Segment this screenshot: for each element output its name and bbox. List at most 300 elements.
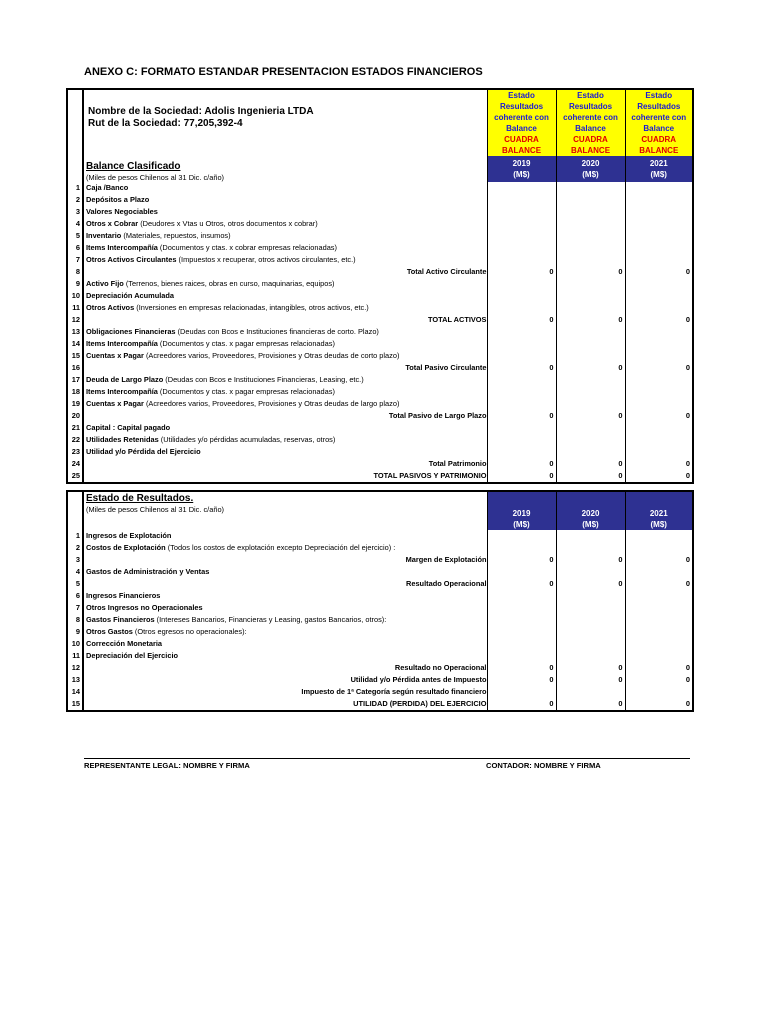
- line-item-note: (Materiales, repuestos, insumos): [121, 231, 231, 240]
- table-row: [67, 242, 693, 254]
- value-cell-2019[interactable]: 0: [487, 698, 556, 711]
- year-header: 2020 (M$): [556, 491, 625, 530]
- line-item: [83, 254, 487, 266]
- line-item-label: Total Pasivo Circulante: [405, 363, 487, 372]
- line-item-label: Costos de Explotación: [86, 543, 166, 552]
- check-label: Estado: [508, 91, 535, 100]
- table-row: [67, 410, 693, 422]
- value-cell-2019[interactable]: [487, 650, 556, 662]
- row-number: 11: [67, 302, 83, 314]
- value-cell-2021[interactable]: [625, 386, 693, 398]
- value-cell-2019[interactable]: 0: [487, 470, 556, 483]
- results-table: [66, 490, 694, 712]
- table-row: [67, 638, 693, 650]
- row-number: 12: [67, 662, 83, 674]
- value-cell-2019[interactable]: [487, 614, 556, 626]
- table-row: [67, 650, 693, 662]
- check-label: coherente con: [631, 113, 687, 122]
- value-cell-2019[interactable]: [487, 434, 556, 446]
- value-cell-2019[interactable]: [487, 530, 556, 542]
- value-cell-2021[interactable]: 0: [625, 674, 693, 686]
- value-cell-2020[interactable]: [556, 278, 625, 290]
- table-row: [67, 698, 693, 711]
- total-label: [83, 554, 487, 566]
- value-cell-2021[interactable]: [625, 254, 693, 266]
- table-row: [67, 194, 693, 206]
- value-cell-2020[interactable]: [556, 290, 625, 302]
- value-cell-2019[interactable]: [487, 242, 556, 254]
- line-item-label: Inventario: [86, 231, 122, 240]
- line-item: [83, 290, 487, 302]
- line-item: [83, 374, 487, 386]
- line-item: [83, 242, 487, 254]
- line-item-label: Cuentas x Pagar: [86, 399, 144, 408]
- table-row: [67, 362, 693, 374]
- table-row: [67, 614, 693, 626]
- row-number: 6: [67, 590, 83, 602]
- line-item-note: (Documentos y ctas. x pagar empresas relacionadas): [157, 339, 335, 348]
- value-cell-2019[interactable]: [487, 686, 556, 698]
- line-item: [83, 602, 487, 614]
- line-item: [83, 590, 487, 602]
- value-cell-2019[interactable]: 0: [487, 458, 556, 470]
- value-cell-2020[interactable]: 0: [556, 674, 625, 686]
- value-cell-2020[interactable]: [556, 230, 625, 242]
- line-item-note: (Documentos y ctas. x pagar empresas relacionadas): [157, 387, 335, 396]
- value-cell-2019[interactable]: [487, 566, 556, 578]
- value-cell-2019[interactable]: [487, 302, 556, 314]
- line-item-note: (Deudores x Vtas u Otros, otros documentos x cobrar): [138, 219, 318, 228]
- value-cell-2020[interactable]: [556, 614, 625, 626]
- table-row: [67, 266, 693, 278]
- check-label: Resultados: [568, 102, 613, 111]
- row-number: 1: [67, 182, 83, 194]
- check-status: CUADRA: [573, 135, 608, 144]
- value-cell-2019[interactable]: [487, 386, 556, 398]
- value-cell-2020[interactable]: [556, 686, 625, 698]
- check-status: BALANCE: [639, 146, 679, 155]
- row-number: 9: [67, 278, 83, 290]
- line-item: [83, 338, 487, 350]
- value-cell-2020[interactable]: [556, 326, 625, 338]
- line-item: [83, 434, 487, 446]
- line-item: [83, 350, 487, 362]
- line-item: [83, 650, 487, 662]
- line-item-label: Cuentas x Pagar: [86, 351, 144, 360]
- value-cell-2020[interactable]: 0: [556, 554, 625, 566]
- value-cell-2021[interactable]: [625, 290, 693, 302]
- line-item-label: Otros Activos Circulantes: [86, 255, 177, 264]
- value-cell-2020[interactable]: [556, 542, 625, 554]
- row-number: 9: [67, 626, 83, 638]
- value-cell-2019[interactable]: [487, 290, 556, 302]
- table-row: [67, 602, 693, 614]
- company-name: Nombre de la Sociedad: Adolis Ingenieria LTDA: [88, 106, 314, 117]
- row-number: 8: [67, 266, 83, 278]
- value-cell-2021[interactable]: 0: [625, 266, 693, 278]
- line-item-label: Depreciación Acumulada: [86, 291, 175, 300]
- line-item: [83, 386, 487, 398]
- value-cell-2020[interactable]: 0: [556, 458, 625, 470]
- year-header: 2021 (M$): [625, 156, 693, 182]
- line-item-label: Otros Gastos: [86, 627, 133, 636]
- value-cell-2020[interactable]: [556, 218, 625, 230]
- value-cell-2019[interactable]: [487, 254, 556, 266]
- value-cell-2019[interactable]: 0: [487, 578, 556, 590]
- row-number: 3: [67, 554, 83, 566]
- row-number: 3: [67, 206, 83, 218]
- value-cell-2020[interactable]: 0: [556, 362, 625, 374]
- value-cell-2021[interactable]: [625, 590, 693, 602]
- year-header: 2020 (M$): [556, 156, 625, 182]
- line-item: [83, 446, 487, 458]
- table-row: [67, 566, 693, 578]
- line-item: [83, 542, 487, 554]
- value-cell-2021[interactable]: 0: [625, 314, 693, 326]
- row-number: 21: [67, 422, 83, 434]
- table-row: [67, 578, 693, 590]
- value-cell-2021[interactable]: 0: [625, 470, 693, 483]
- row-number: 11: [67, 650, 83, 662]
- line-item: [83, 182, 487, 194]
- line-item: [83, 194, 487, 206]
- line-item-label: Otros x Cobrar: [86, 219, 139, 228]
- total-label: [83, 266, 487, 278]
- line-item: [83, 326, 487, 338]
- value-cell-2020[interactable]: [556, 398, 625, 410]
- line-item-label: Depósitos a Plazo: [86, 195, 150, 204]
- row-number: 8: [67, 614, 83, 626]
- line-item-label: Obligaciones Financieras: [86, 327, 176, 336]
- value-cell-2019[interactable]: [487, 194, 556, 206]
- value-cell-2021[interactable]: [625, 614, 693, 626]
- value-cell-2019[interactable]: [487, 350, 556, 362]
- table-row: [67, 662, 693, 674]
- row-number: 4: [67, 218, 83, 230]
- value-cell-2021[interactable]: [625, 446, 693, 458]
- legal-representative-signature: REPRESENTANTE LEGAL: NOMBRE Y FIRMA: [84, 761, 250, 770]
- line-item-note: (Intereses Bancarios, Financieras y Leasing, gastos Bancarios, otros):: [154, 615, 387, 624]
- value-cell-2019[interactable]: 0: [487, 410, 556, 422]
- row-number: 7: [67, 254, 83, 266]
- line-item: [83, 206, 487, 218]
- value-cell-2020[interactable]: [556, 374, 625, 386]
- value-cell-2021[interactable]: [625, 218, 693, 230]
- value-cell-2020[interactable]: [556, 602, 625, 614]
- table-row: [67, 554, 693, 566]
- value-cell-2021[interactable]: [625, 278, 693, 290]
- check-status: CUADRA: [504, 135, 539, 144]
- value-cell-2021[interactable]: [625, 194, 693, 206]
- value-cell-2021[interactable]: [625, 650, 693, 662]
- line-item: [83, 638, 487, 650]
- year-header: 2019 (M$): [487, 491, 556, 530]
- row-number: 20: [67, 410, 83, 422]
- value-cell-2021[interactable]: [625, 182, 693, 194]
- total-label: [83, 686, 487, 698]
- row-number: 24: [67, 458, 83, 470]
- value-cell-2020[interactable]: [556, 530, 625, 542]
- total-label: [83, 410, 487, 422]
- row-number: 13: [67, 326, 83, 338]
- value-cell-2019[interactable]: [487, 278, 556, 290]
- line-item-label: Ingresos Financieros: [86, 591, 161, 600]
- line-item-label: Corrección Monetaria: [86, 639, 162, 648]
- line-item-label: Resultado Operacional: [406, 579, 487, 588]
- line-item-label: Margen de Explotación: [405, 555, 487, 564]
- check-label: Balance: [506, 124, 537, 133]
- line-item-note: (Otros egresos no operacionales):: [132, 627, 247, 636]
- line-item-label: Ingresos de Explotación: [86, 531, 172, 540]
- value-cell-2021[interactable]: [625, 530, 693, 542]
- signature-line: [84, 758, 690, 770]
- total-label: [83, 698, 487, 711]
- year-header: 2019 (M$): [487, 156, 556, 182]
- value-cell-2021[interactable]: [625, 422, 693, 434]
- row-number: 16: [67, 362, 83, 374]
- value-cell-2020[interactable]: [556, 194, 625, 206]
- value-cell-2019[interactable]: [487, 602, 556, 614]
- row-number: 18: [67, 386, 83, 398]
- value-cell-2021[interactable]: [625, 626, 693, 638]
- value-cell-2019[interactable]: [487, 446, 556, 458]
- value-cell-2019[interactable]: 0: [487, 674, 556, 686]
- line-item-label: Activo Fijo: [86, 279, 124, 288]
- line-item-label: Utilidades Retenidas: [86, 435, 159, 444]
- value-cell-2020[interactable]: 0: [556, 698, 625, 711]
- table-row: [67, 326, 693, 338]
- value-cell-2019[interactable]: 0: [487, 662, 556, 674]
- line-item-label: Valores Negociables: [86, 207, 158, 216]
- row-number: 2: [67, 194, 83, 206]
- value-cell-2019[interactable]: [487, 626, 556, 638]
- row-number: 5: [67, 230, 83, 242]
- check-label: Resultados: [637, 102, 681, 111]
- results-subtitle: (Miles de pesos Chilenos al 31 Dic. c/año): [86, 505, 225, 514]
- value-cell-2020[interactable]: [556, 590, 625, 602]
- line-item-label: Total Activo Circulante: [406, 267, 487, 276]
- value-cell-2021[interactable]: 0: [625, 410, 693, 422]
- value-cell-2021[interactable]: [625, 242, 693, 254]
- line-item: [83, 230, 487, 242]
- value-cell-2020[interactable]: [556, 302, 625, 314]
- line-item: [83, 422, 487, 434]
- value-cell-2020[interactable]: [556, 434, 625, 446]
- value-cell-2020[interactable]: [556, 242, 625, 254]
- row-number: 10: [67, 638, 83, 650]
- value-cell-2020[interactable]: [556, 254, 625, 266]
- value-cell-2019[interactable]: [487, 230, 556, 242]
- value-cell-2021[interactable]: 0: [625, 662, 693, 674]
- table-row: [67, 542, 693, 554]
- line-item-label: Items Intercompañía: [86, 387, 158, 396]
- row-number: 7: [67, 602, 83, 614]
- line-item-label: TOTAL ACTIVOS: [428, 315, 487, 324]
- check-cell: [625, 89, 693, 156]
- check-label: coherente con: [563, 113, 618, 122]
- value-cell-2020[interactable]: 0: [556, 470, 625, 483]
- value-cell-2020[interactable]: [556, 338, 625, 350]
- check-label: Estado: [645, 91, 673, 100]
- line-item-note: (Acreedores varios, Proveedores, Provisiones y Otras deudas de largo plazo): [143, 399, 400, 408]
- check-status: CUADRA: [641, 135, 677, 144]
- row-number: 14: [67, 686, 83, 698]
- line-item-label: UTILIDAD (PERDIDA) DEL EJERCICIO: [353, 699, 487, 708]
- line-item-label: Items Intercompañía: [86, 243, 158, 252]
- line-item: [83, 278, 487, 290]
- row-number: 13: [67, 674, 83, 686]
- value-cell-2021[interactable]: [625, 602, 693, 614]
- value-cell-2021[interactable]: [625, 206, 693, 218]
- accountant-signature: CONTADOR: NOMBRE Y FIRMA: [486, 761, 601, 770]
- line-item: [83, 302, 487, 314]
- value-cell-2021[interactable]: [625, 398, 693, 410]
- value-cell-2020[interactable]: [556, 446, 625, 458]
- value-cell-2020[interactable]: 0: [556, 662, 625, 674]
- value-cell-2021[interactable]: [625, 350, 693, 362]
- table-row: [67, 254, 693, 266]
- value-cell-2020[interactable]: [556, 350, 625, 362]
- value-cell-2019[interactable]: 0: [487, 314, 556, 326]
- value-cell-2020[interactable]: [556, 386, 625, 398]
- value-cell-2020[interactable]: [556, 638, 625, 650]
- value-cell-2021[interactable]: 0: [625, 458, 693, 470]
- line-item-label: Total Patrimonio: [428, 459, 487, 468]
- line-item-label: Deuda de Largo Plazo: [86, 375, 164, 384]
- line-item-label: TOTAL PASIVOS Y PATRIMONIO: [373, 471, 487, 480]
- line-item-note: (Terrenos, bienes raices, obras en curso, maquinarias, equipos): [123, 279, 335, 288]
- value-cell-2019[interactable]: [487, 542, 556, 554]
- total-label: [83, 458, 487, 470]
- check-label: Balance: [643, 124, 675, 133]
- total-label: [83, 662, 487, 674]
- value-cell-2021[interactable]: [625, 638, 693, 650]
- line-item-note: (Utilidades y/o pérdidas acumuladas, reservas, otros): [158, 435, 336, 444]
- row-number: 1: [67, 530, 83, 542]
- value-cell-2019[interactable]: [487, 590, 556, 602]
- table-row: [67, 530, 693, 542]
- value-cell-2020[interactable]: [556, 650, 625, 662]
- total-label: [83, 470, 487, 483]
- line-item: [83, 530, 487, 542]
- check-label: coherente con: [494, 113, 549, 122]
- table-row: [67, 446, 693, 458]
- table-row: [67, 302, 693, 314]
- table-row: [67, 338, 693, 350]
- table-row: [67, 686, 693, 698]
- row-number: 19: [67, 398, 83, 410]
- row-number: 14: [67, 338, 83, 350]
- line-item-note: (Impuestos x recuperar, otros activos circulantes, etc.): [176, 255, 356, 264]
- table-row: [67, 458, 693, 470]
- value-cell-2019[interactable]: [487, 638, 556, 650]
- line-item-label: Caja /Banco: [86, 183, 129, 192]
- table-row: [67, 470, 693, 483]
- total-label: [83, 362, 487, 374]
- row-number: 25: [67, 470, 83, 483]
- value-cell-2020[interactable]: 0: [556, 314, 625, 326]
- table-row: [67, 626, 693, 638]
- value-cell-2020[interactable]: [556, 206, 625, 218]
- row-number: 4: [67, 566, 83, 578]
- table-row: [67, 206, 693, 218]
- row-number: 23: [67, 446, 83, 458]
- value-cell-2020[interactable]: [556, 182, 625, 194]
- value-cell-2019[interactable]: [487, 182, 556, 194]
- value-cell-2020[interactable]: [556, 566, 625, 578]
- table-row: [67, 278, 693, 290]
- line-item: [83, 218, 487, 230]
- value-cell-2020[interactable]: [556, 626, 625, 638]
- row-number: 10: [67, 290, 83, 302]
- check-status: BALANCE: [501, 146, 542, 155]
- total-label: [83, 674, 487, 686]
- value-cell-2019[interactable]: [487, 218, 556, 230]
- line-item-label: Depreciación del Ejercicio: [86, 651, 179, 660]
- balance-table: [66, 88, 694, 484]
- value-cell-2019[interactable]: [487, 326, 556, 338]
- value-cell-2021[interactable]: 0: [625, 698, 693, 711]
- value-cell-2019[interactable]: [487, 206, 556, 218]
- value-cell-2021[interactable]: 0: [625, 362, 693, 374]
- value-cell-2021[interactable]: [625, 326, 693, 338]
- table-row: [67, 290, 693, 302]
- value-cell-2019[interactable]: [487, 338, 556, 350]
- line-item-note: (Acreedores varios, Proveedores, Provisiones y Otras deudas de corto plazo): [143, 351, 400, 360]
- table-row: [67, 314, 693, 326]
- check-cell: [556, 89, 625, 156]
- check-cell: [487, 89, 556, 156]
- value-cell-2020[interactable]: 0: [556, 410, 625, 422]
- check-label: Balance: [575, 124, 606, 133]
- check-label: Estado: [577, 91, 604, 100]
- value-cell-2019[interactable]: [487, 374, 556, 386]
- row-number: 2: [67, 542, 83, 554]
- line-item-label: Otros Activos: [86, 303, 135, 312]
- value-cell-2020[interactable]: [556, 422, 625, 434]
- balance-title: Balance Clasificado: [86, 161, 181, 172]
- value-cell-2020[interactable]: 0: [556, 266, 625, 278]
- value-cell-2021[interactable]: [625, 542, 693, 554]
- results-title: Estado de Resultados.: [86, 493, 194, 504]
- value-cell-2021[interactable]: [625, 230, 693, 242]
- line-item-label: Impuesto de 1ª Categoría según resultado financiero: [301, 687, 487, 696]
- value-cell-2021[interactable]: 0: [625, 578, 693, 590]
- value-cell-2021[interactable]: 0: [625, 554, 693, 566]
- line-item-label: Capital : Capital pagado: [86, 423, 171, 432]
- table-row: [67, 374, 693, 386]
- line-item-note: (Deudas con Bcos e Instituciones financieras de corto. Plazo): [175, 327, 379, 336]
- company-rut: Rut de la Sociedad: 77,205,392-4: [88, 118, 243, 129]
- value-cell-2021[interactable]: [625, 302, 693, 314]
- value-cell-2020[interactable]: 0: [556, 578, 625, 590]
- value-cell-2021[interactable]: [625, 338, 693, 350]
- value-cell-2019[interactable]: 0: [487, 266, 556, 278]
- value-cell-2021[interactable]: [625, 434, 693, 446]
- value-cell-2021[interactable]: [625, 686, 693, 698]
- value-cell-2019[interactable]: 0: [487, 362, 556, 374]
- line-item: [83, 566, 487, 578]
- value-cell-2019[interactable]: 0: [487, 554, 556, 566]
- value-cell-2019[interactable]: [487, 398, 556, 410]
- line-item-label: Resultado no Operacional: [394, 663, 487, 672]
- line-item-label: Otros Ingresos no Operacionales: [86, 603, 203, 612]
- value-cell-2019[interactable]: [487, 422, 556, 434]
- value-cell-2021[interactable]: [625, 374, 693, 386]
- value-cell-2021[interactable]: [625, 566, 693, 578]
- line-item-label: Utilidad y/o Pérdida antes de Impuesto: [350, 675, 487, 684]
- total-label: [83, 314, 487, 326]
